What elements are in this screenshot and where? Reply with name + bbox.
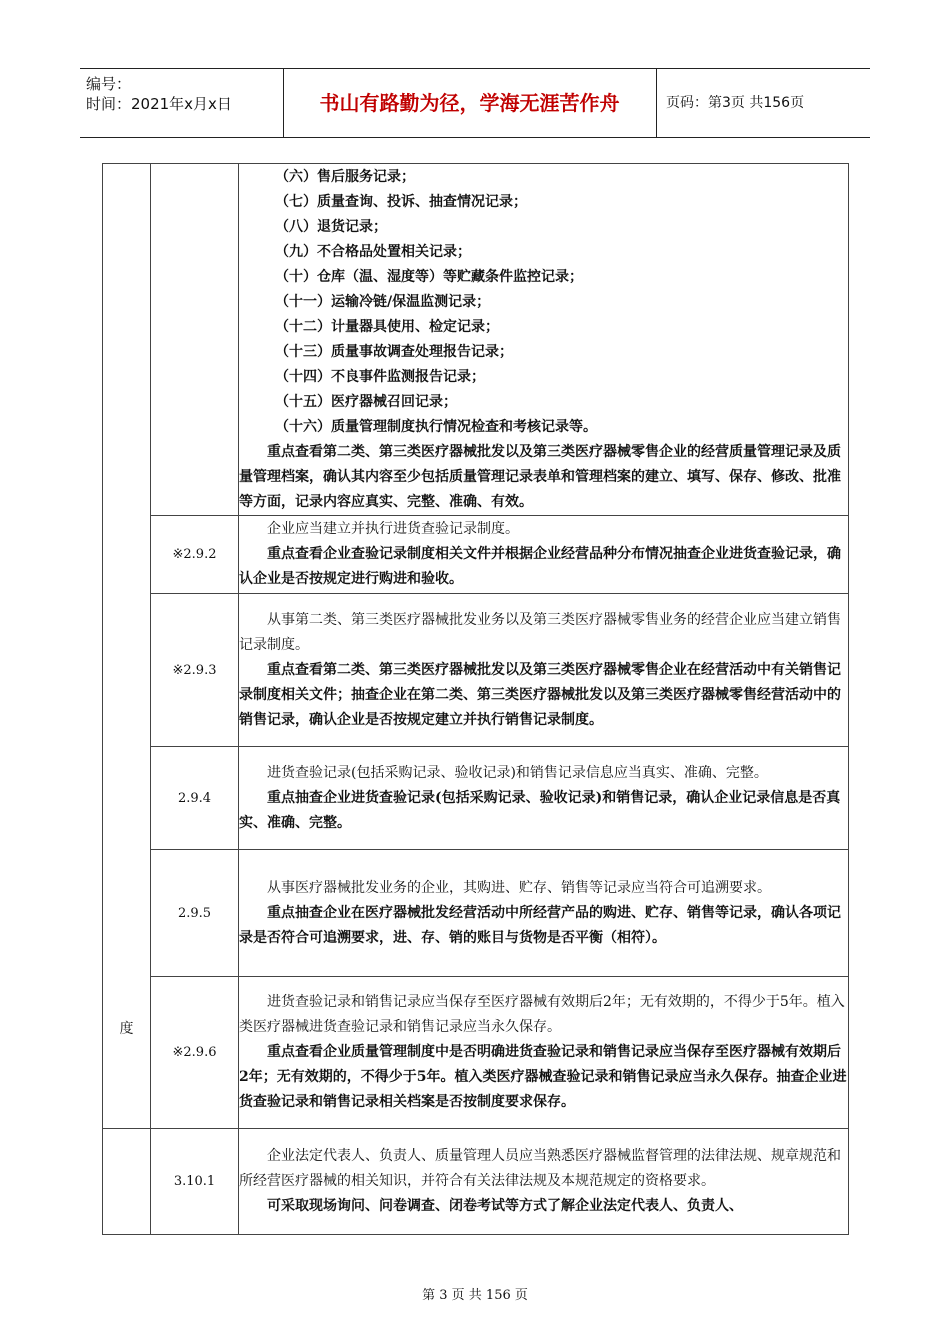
requirement-text: 进货查验记录(包括采购记录、验收记录)和销售记录信息应当真实、准确、完整。 [267, 764, 768, 781]
category-cell-empty [103, 1129, 151, 1235]
table-row [103, 747, 849, 850]
doc-code-label: 编号： [86, 75, 132, 93]
list-item: （十六）质量管理制度执行情况检查和考核记录等。 [275, 418, 597, 435]
list-item: （九）不合格品处置相关记录； [275, 243, 471, 260]
list-item: （十一）运输冷链/保温监测记录； [275, 293, 491, 310]
content-cell [239, 594, 849, 747]
page-header [80, 68, 870, 138]
list-item: （十）仓库（温、湿度等）等贮藏条件监控记录； [275, 268, 583, 285]
clause-number: 3.10.1 [151, 1129, 239, 1235]
content-cell [239, 516, 849, 594]
doc-time-label: 时间：2021年x月x日 [86, 95, 232, 113]
requirement-text: 从事医疗器械批发业务的企业，其购进、贮存、销售等记录应当符合可追溯要求。 [267, 879, 771, 896]
list-item: （七）质量查询、投诉、抽查情况记录； [275, 193, 527, 210]
check-method-text: 重点查看企业质量管理制度中是否明确进货查验记录和销售记录应当保存至医疗器械有效期后2年；无有效期的，不得少于5年。植入类医疗器械查验记录和销售记录应当永久保存。抽查企业进货查验记录和销售记录相关档案是否按制度要求保存。 [239, 1044, 847, 1110]
header-page-info: 页码：第3页 共156页 [666, 95, 805, 111]
clause-number: ※2.9.6 [151, 977, 239, 1129]
list-item: （十五）医疗器械召回记录； [275, 393, 457, 410]
content-cell [239, 850, 849, 977]
requirement-text: 从事第二类、第三类医疗器械批发业务以及第三类医疗器械零售业务的经营企业应当建立销售记录制度。 [239, 611, 841, 653]
page-footer: 第 3 页 共 156 页 [422, 1288, 528, 1303]
clause-cell-empty [151, 164, 239, 516]
category-label: 度 [119, 1021, 134, 1037]
list-item: （十二）计量器具使用、检定记录； [275, 318, 499, 335]
requirement-text: 进货查验记录和销售记录应当保存至医疗器械有效期后2年；无有效期的，不得少于5年。植入类医疗器械进货查验记录和销售记录应当永久保存。 [239, 994, 845, 1035]
inspection-table [102, 163, 849, 1235]
table-row [103, 516, 849, 594]
content-cell [239, 747, 849, 850]
list-item: （六）售后服务记录； [275, 168, 415, 185]
list-item: （十三）质量事故调查处理报告记录； [275, 343, 513, 360]
content-cell [239, 1129, 849, 1235]
table-row [103, 977, 849, 1129]
header-divider-2 [656, 69, 657, 137]
table-row [103, 1129, 849, 1235]
check-method-text: 重点查看企业查验记录制度相关文件并根据企业经营品种分布情况抽查企业进货查验记录，确认企业是否按规定进行购进和验收。 [239, 546, 841, 587]
table-row [103, 850, 849, 977]
clause-number: ※2.9.3 [151, 594, 239, 747]
list-item: （十四）不良事件监测报告记录； [275, 368, 485, 385]
check-method-text: 重点查看第二类、第三类医疗器械批发以及第三类医疗器械零售企业在经营活动中有关销售记录制度相关文件；抽查企业在第二类、第三类医疗器械批发以及第三类医疗器械零售经营活动中的销售记录，确认企业是否按规定建立并执行销售记录制度。 [239, 661, 841, 728]
clause-number: 2.9.4 [151, 747, 239, 850]
content-cell [239, 977, 849, 1129]
check-method-text: 重点查看第二类、第三类医疗器械批发以及第三类医疗器械零售企业的经营质量管理记录及质量管理档案，确认其内容至少包括质量管理记录表单和管理档案的建立、填写、保存、修改、批准等方面，记录内容应真实、完整、准确、有效。 [239, 443, 841, 510]
header-meta [86, 69, 282, 137]
category-cell [103, 164, 151, 1129]
clause-number: 2.9.5 [151, 850, 239, 977]
requirement-text: 企业法定代表人、负责人、质量管理人员应当熟悉医疗器械监督管理的法律法规、规章规范和所经营医疗器械的相关知识，并符合有关法律法规及本规范规定的资格要求。 [239, 1148, 841, 1189]
header-slogan: 书山有路勤为径，学海无涯苦作舟 [319, 91, 620, 115]
clause-number: ※2.9.2 [151, 516, 239, 594]
check-method-text: 可采取现场询问、问卷调查、闭卷考试等方式了解企业法定代表人、负责人、 [267, 1198, 743, 1214]
table-row [103, 594, 849, 747]
check-method-text: 重点抽查企业进货查验记录(包括采购记录、验收记录)和销售记录，确认企业记录信息是否真实、准确、完整。 [239, 789, 841, 831]
table-row [103, 164, 849, 516]
check-method-text: 重点抽查企业在医疗器械批发经营活动中所经营产品的购进、贮存、销售等记录，确认各项记录是否符合可追溯要求，进、存、销的账目与货物是否平衡（相符）。 [239, 904, 841, 946]
requirement-text: 企业应当建立并执行进货查验记录制度。 [267, 521, 519, 537]
list-item: （八）退货记录； [275, 218, 387, 235]
content-cell [239, 164, 849, 516]
